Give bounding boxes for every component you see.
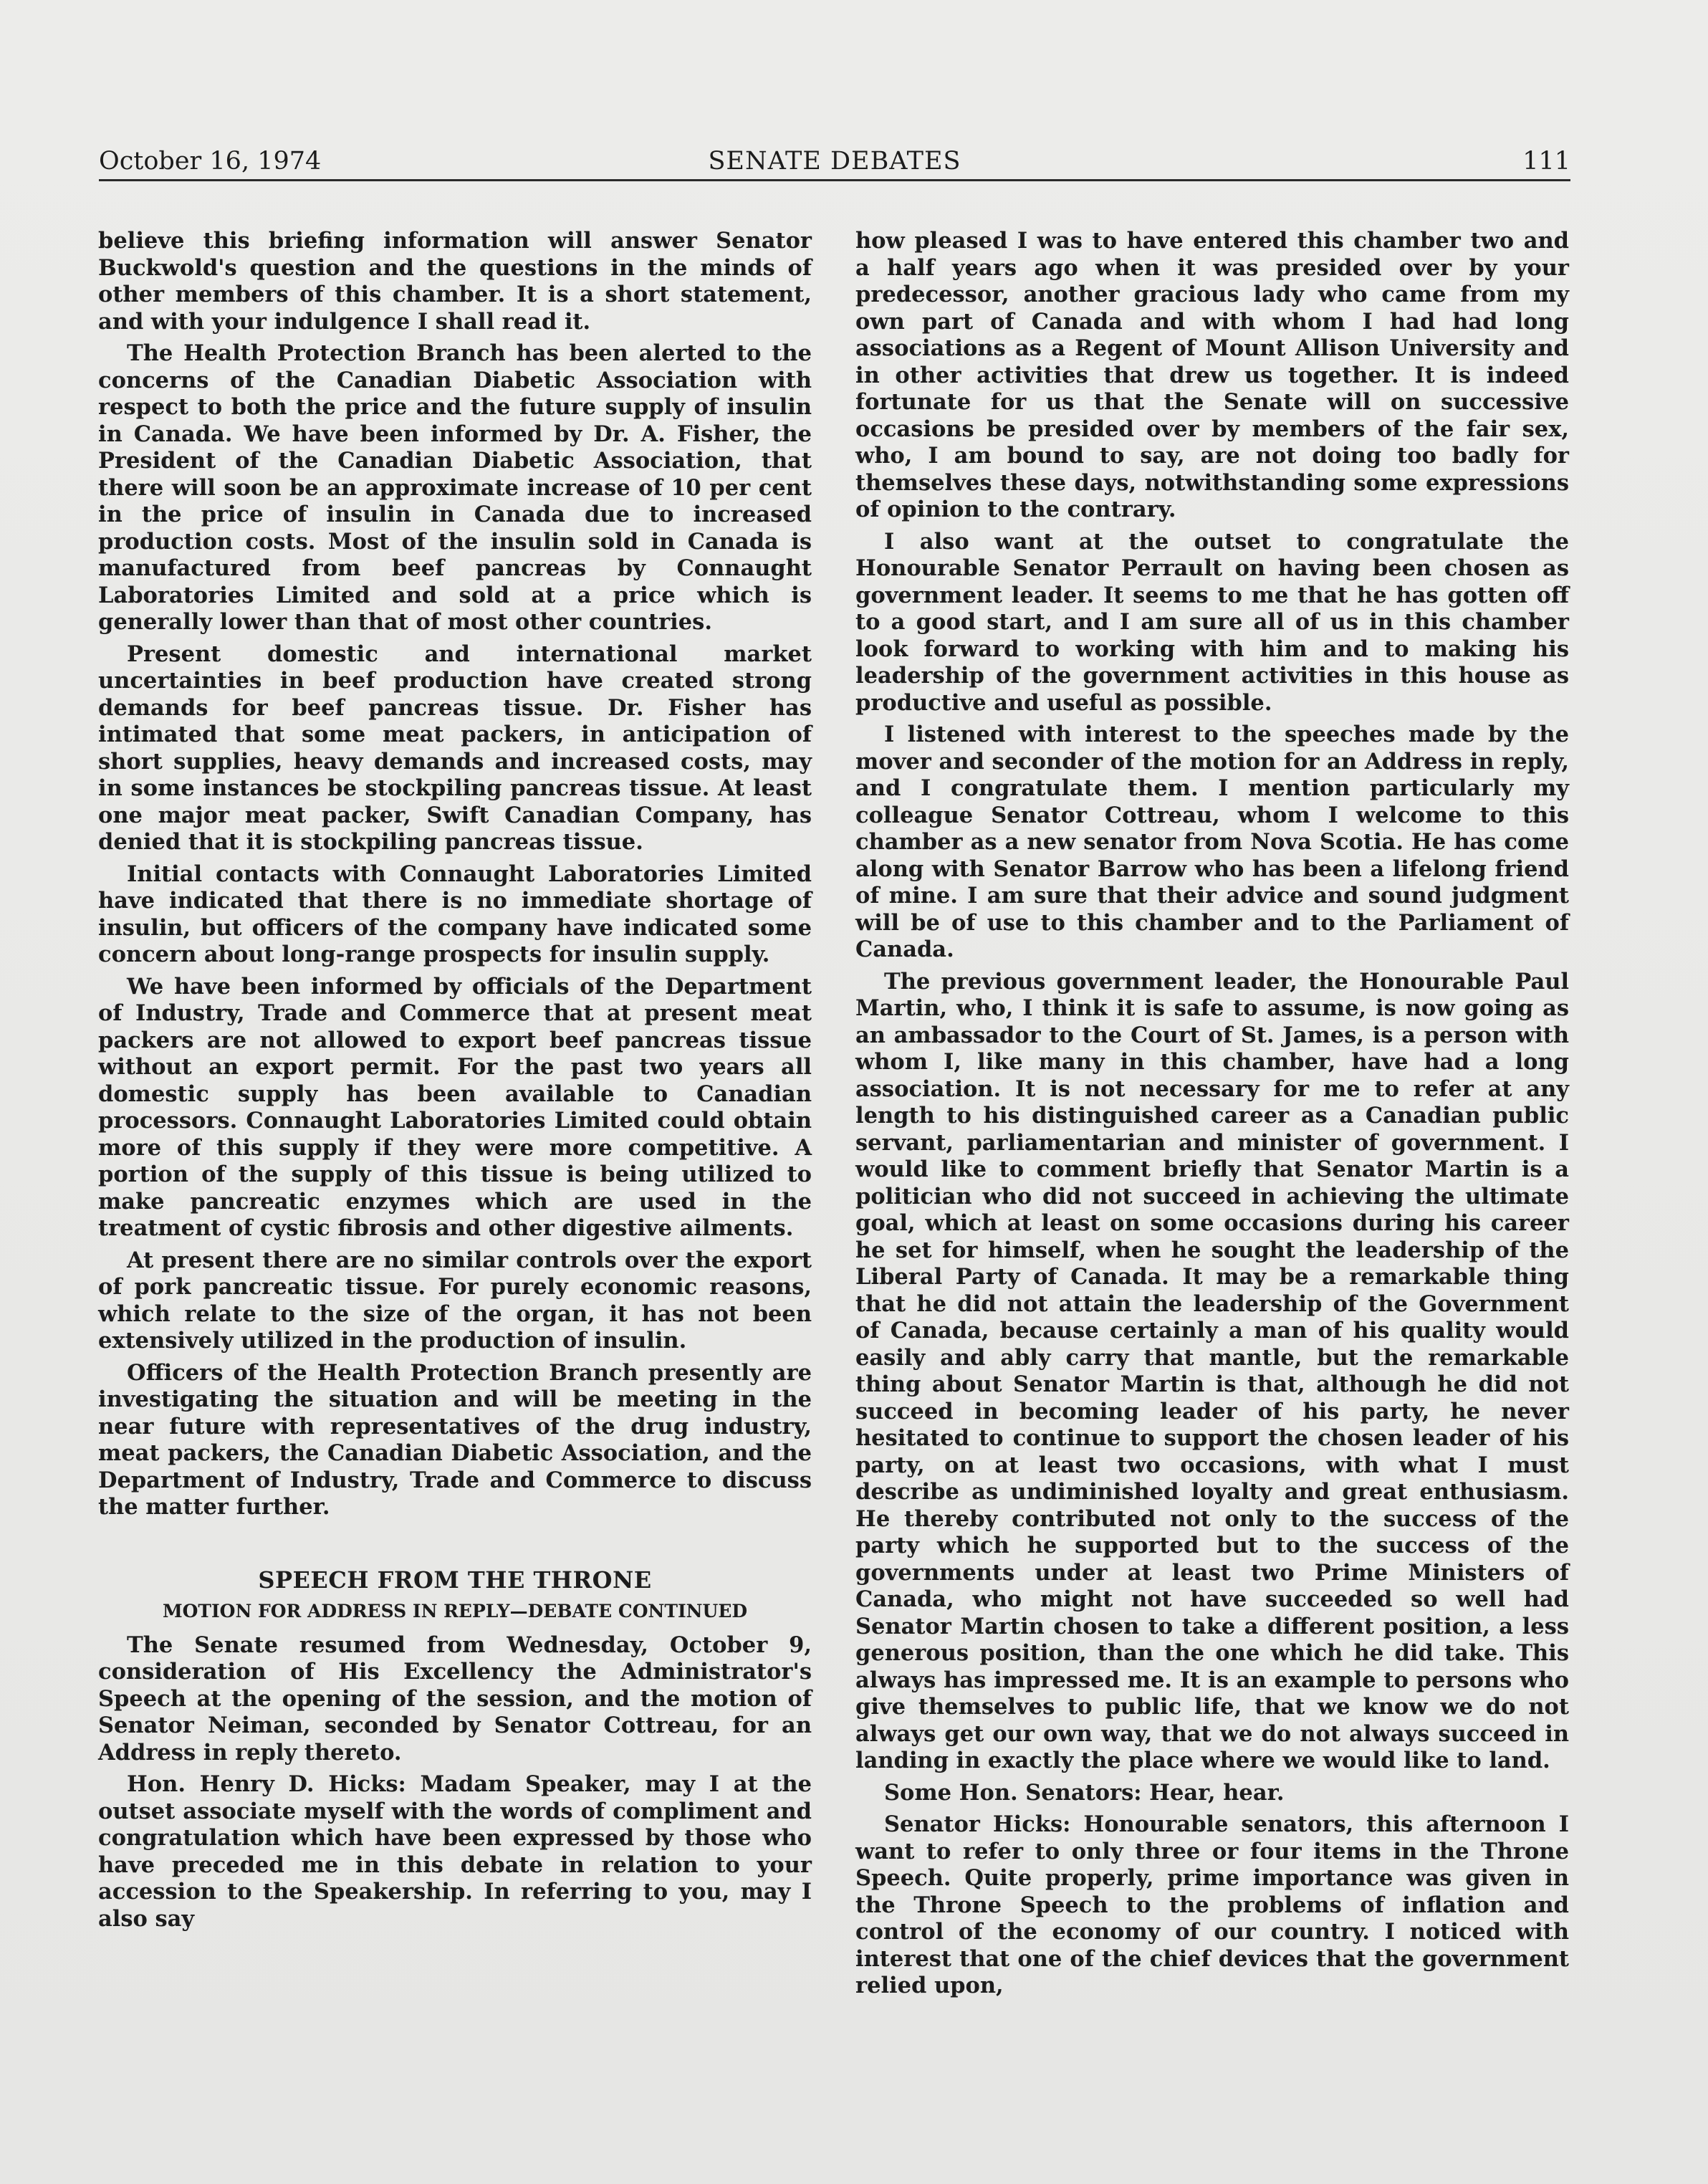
page-number: 111 [1522,147,1570,176]
paragraph: Present domestic and international market uncertainties in beef production have created strong demands for beef pancreas tissue. Dr. Fisher has intimated that some meat packers, in anticipation of short supplies, heavy demands and increased costs, may in some instances be stockpiling pancreas tissue. At least one major meat packer, Swift Canadian Company, has denied that it is stockpiling pancreas tissue. [98,641,812,855]
paragraph: The Senate resumed from Wednesday, October 9, consideration of His Excellency the Administrator's Speech at the opening of the session, and the motion of Senator Neiman, seconded by Senator Cottreau, for an Address in reply thereto. [98,1632,812,1766]
page-header [99,147,1570,181]
paragraph: Initial contacts with Connaught Laboratories Limited have indicated that there is no immediate shortage of insulin, but officers of the company have indicated some concern about long-range prospects for insulin supply. [98,861,812,967]
paragraph: The Health Protection Branch has been alerted to the concerns of the Canadian Diabetic Association with respect to both the price and the future supply of insulin in Canada. We have been informed by Dr. A. Fisher, the President of the Canadian Diabetic Association, that there will soon be an approximate increase of 10 per cent in the price of insulin in Canada due to increased production costs. Most of the insulin sold in Canada is manufactured from beef pancreas by Connaught Laboratories Limited and sold at a price which is generally lower than that of most other countries. [98,340,812,635]
speech-paragraph [855,1780,1569,1807]
paragraph: how pleased I was to have entered this chamber two and a half years ago when it was presided over by your predecessor, another gracious lady who came from my own part of Canada and with whom I had had long associations as a Regent of Mount Allison University and in other activities that drew us together. It is indeed fortunate for us that the Senate will on successive occasions be presided over by members of the fair sex, who, I am bound to say, are not doing too badly for themselves these days, notwithstanding some expressions of opinion to the contrary. [855,228,1569,522]
header-date: October 16, 1974 [99,147,322,176]
paragraph: Officers of the Health Protection Branch presently are investigating the situation and will be meeting in the near future with representatives of the drug industry, meat packers, the Canadian Diabetic Association, and the Department of Industry, Trade and Commerce to discuss the matter further. [98,1359,812,1520]
paragraph: At present there are no similar controls over the export of pork pancreatic tissue. For purely economic reasons, which relate to the size of the organ, it has not been extensively utilized in the production of insulin. [98,1247,812,1354]
speaker-name: Senator Hicks: [884,1811,1071,1837]
speech-text: Madam Speaker, may I at the outset associate myself with the words of compliment and congratulation which have been expressed by those who have preceded me in this debate in relation to your accession to the Speakership. In referring to you, may I also say [98,1771,812,1932]
section-heading: SPEECH FROM THE THRONE [258,1566,652,1594]
header-title: SENATE DEBATES [708,147,961,176]
paragraph: The previous government leader, the Honourable Paul Martin, who, I think it is safe to assume, is now going as an ambassador to the Court of St. James, is a person with whom I, like many in this chamber, have had a long association. It is not necessary for me to refer at any length to his distinguished career as a Canadian public servant, parliamentarian and minister of government. I would like to comment briefly that Senator Martin is a politician who did not succeed in achieving the ultimate goal, which at least on some occasions during his career he set for himself, when he sought the leadership of the Liberal Party of Canada. It may be a remarkable thing that he did not attain the leadership of the Government of Canada, because certainly a man of his quality would easily and ably carry that mantle, but the remarkable thing about Senator Martin is that, although he did not succeed in becoming leader of his party, he never hesitated to continue to support the chosen leader of his party, on at least two occasions, with what I must describe as undiminished loyalty and great enthusiasm. He thereby contributed not only to the success of the party which he supported but to the success of the governments under at least two Prime Ministers of Canada, who might not have succeeded so well had Senator Martin chosen to take a different position, a less generous position, than the one which he did take. This always has impressed me. It is an example to persons who give themselves to public life, that we know we do not always get our own way, that we do not always succeed in landing in exactly the place where we would like to land. [855,968,1569,1773]
left-column [98,228,812,1938]
section-subheading: MOTION FOR ADDRESS IN REPLY—DEBATE CONTINUED [162,1601,748,1622]
paragraph: We have been informed by officials of the Department of Industry, Trade and Commerce that at present meat packers are not allowed to export beef pancreas tissue without an export permit. For the past two years all domestic supply has been available to Canadian processors. Connaught Laboratories Limited could obtain more of this supply if they were more competitive. A portion of the supply of this tissue is being utilized to make pancreatic enzymes which are used in the treatment of cystic fibrosis and other digestive ailments. [98,973,812,1241]
speaker-name: Hon. Henry D. Hicks: [127,1771,406,1797]
paragraph: I also want at the outset to congratulate the Honourable Senator Perrault on having been chosen as government leader. It seems to me that he has gotten off to a good start, and I am sure all of us in this chamber look forward to working with him and to making his leadership of the government activities in this house as productive and useful as possible. [855,528,1569,716]
speech-paragraph [98,1771,812,1932]
right-column [855,228,1569,2005]
paragraph: believe this briefing information will answer Senator Buckwold's question and the questions in the minds of other members of this chamber. It is a short statement, and with your indulgence I shall read it. [98,228,812,335]
speech-paragraph [855,1811,1569,2000]
speech-text: Honourable senators, this afternoon I want to refer to only three or four items in the Throne Speech. Quite properly, prime importance was given in the Throne Speech to the problems of inflation and control of the economy of our country. I noticed with interest that one of the chief devices that the government relied upon, [855,1811,1569,1998]
header-rule [99,179,1570,181]
speech-text: Hear, hear. [1149,1779,1285,1806]
speaker-name: Some Hon. Senators: [884,1779,1142,1806]
paragraph: I listened with interest to the speeches made by the mover and seconder of the motion for an Address in reply, and I congratulate them. I mention particularly my colleague Senator Cottreau, whom I welcome to this chamber as a new senator from Nova Scotia. He has come along with Senator Barrow who has been a lifelong friend of mine. I am sure that their advice and sound judgment will be of use to this chamber and to the Parliament of Canada. [855,722,1569,962]
